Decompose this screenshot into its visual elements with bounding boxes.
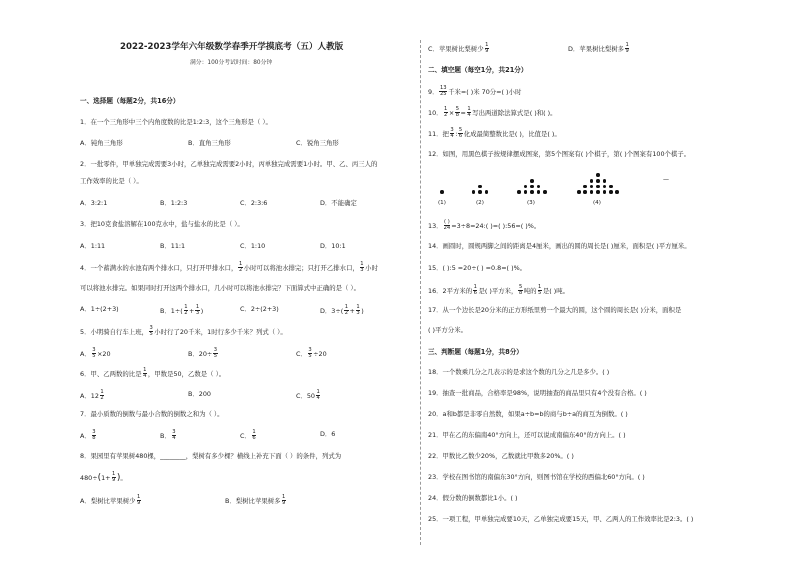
pattern-dot: [583, 185, 587, 189]
q3-option-b[interactable]: B．11:1: [160, 242, 186, 250]
question-12: 12．如图，用黑色棋子按规律摆成图案，第5个图案有( )个棋子，第( )个图案有100个棋子。: [428, 150, 691, 158]
question-16: 16．2平方米的 $\frac{1}{6}$ 是( )平方米， $\frac{5}{8}$ 吨的 $\frac{1}{5}$ 是( )吨。: [428, 284, 570, 297]
section-3-heading: 三、判断题（每题1分，共8分）: [428, 348, 523, 356]
q2-option-b[interactable]: B．1:2:3: [160, 199, 188, 207]
q4-option-b[interactable]: B．1÷( $\frac{1}{2}$ + $\frac{1}{3}$ ): [160, 304, 204, 317]
page-title: 2022-2023学年六年级数学春季开学摸底考（五）人教版: [120, 42, 344, 52]
question-2-line-2: 工作效率的比是（ ）。: [80, 177, 143, 185]
question-14: 14．画圆时，圆规两脚之间的距离是4厘米，画出的圆的周长是( )厘米，面积是( )平方厘米。: [428, 242, 691, 250]
question-4-line-2: 可以将池水排完。如果同时打开这两个排水口，几小时可以将池水排完？下面算式中正确的是（ ）。: [80, 284, 361, 292]
q1-option-c[interactable]: C．锐角三角形: [296, 139, 339, 147]
q5-option-a[interactable]: A． $\frac{3}{5}$ ×20: [80, 347, 111, 360]
question-17-line-1: 17．从一个边长是20分米的正方形纸里剪一个最大的圆，这个圆的周长是( )分米，面积是: [428, 306, 682, 314]
question-10: 10． $\frac{1}{2}$ × $\frac{5}{8}$ = $\frac{1}{4}$ 写出两道除法算式是( )和( )。: [428, 106, 557, 119]
q4-option-d[interactable]: D．3÷( $\frac{1}{2}$ + $\frac{1}{3}$ ): [320, 304, 364, 317]
question-21: 21．甲在乙的东偏南40°方向上，还可以说成南偏东40°的方向上。( ): [428, 431, 626, 439]
figure-label-2: (2): [476, 200, 484, 206]
pattern-dot: [596, 173, 600, 177]
pattern-dot: [530, 185, 534, 189]
pattern-dot: [596, 179, 600, 183]
pattern-dot: [530, 179, 534, 183]
q7-option-d[interactable]: D．6: [320, 430, 336, 438]
q5-option-b[interactable]: B．20÷ $\frac{3}{5}$: [188, 347, 218, 360]
pattern-dot: [517, 190, 521, 194]
q1-option-a[interactable]: A．钝角三角形: [80, 139, 123, 147]
question-25: 25．一项工程，甲单独完成要10天，乙单独完成要15天，甲、乙两人的工作效率比是2:3。( ): [428, 515, 694, 523]
question-19: 19．抽查一批商品，合格率是98%，说明抽查的商品里只有4个没有合格。( ): [428, 389, 647, 397]
pattern-dot: [615, 190, 619, 194]
continuation-dash: —: [663, 176, 669, 183]
question-23: 23．学校在图书馆的南偏东30°方向，则图书馆在学校的西偏北60°方向。( ): [428, 473, 645, 481]
q6-option-c[interactable]: C．50 $\frac{1}{4}$: [296, 389, 320, 402]
pattern-dot: [472, 190, 476, 194]
pattern-dot: [609, 185, 613, 189]
q1-option-b[interactable]: B．直角三角形: [188, 139, 231, 147]
figure-label-1: (1): [438, 200, 446, 206]
figure-label-3: (3): [527, 200, 535, 206]
q3-option-c[interactable]: C．1:10: [240, 242, 266, 250]
q8-option-d[interactable]: D．苹果树比梨树多 $\frac{1}{9}$: [568, 42, 629, 55]
question-8-line-1: 8．果园里有苹果树480棵，________，梨树有多少棵？横线上补充下面（ ）的条件，列式为: [80, 452, 342, 460]
question-24: 24．假分数的倒数都比1小。( ): [428, 494, 518, 502]
q6-option-b[interactable]: B．200: [188, 390, 211, 398]
q5-option-c[interactable]: C． $\frac{3}{5}$ ÷20: [296, 347, 327, 360]
q4-option-a[interactable]: A．1÷(2+3): [80, 305, 119, 313]
question-5: 5．小明骑自行车上班， $\frac{3}{5}$ 小时行了20千米，1时行多少千米？列式（ ）。: [80, 325, 287, 338]
q8-option-b[interactable]: B．梨树比苹果树多 $\frac{1}{9}$: [225, 494, 286, 507]
pattern-dot: [530, 190, 534, 194]
question-6: 6．甲、乙两数的比是 $\frac{1}{4}$ ，甲数是50，乙数是（ ）。: [80, 367, 226, 380]
q7-option-c[interactable]: C． $\frac{1}{6}$: [240, 429, 256, 442]
figure-label-4: (4): [593, 200, 601, 206]
pattern-dot: [596, 190, 600, 194]
pattern-dot: [590, 190, 594, 194]
pattern-dot: [485, 190, 489, 194]
pattern-dot: [537, 185, 541, 189]
fraction: $\frac{1}{3}$: [360, 261, 364, 274]
question-11: 11．把 $\frac{3}{4}$ : $\frac{5}{6}$ 化成最简整数比是( )，比值是( )。: [428, 127, 561, 140]
q3-option-a[interactable]: A．1:11: [80, 242, 106, 250]
q2-option-d[interactable]: D．不能确定: [320, 199, 357, 207]
question-20: 20．a和b都是非零自然数，如果a÷b=b的商与b÷a的商互为倒数。( ): [428, 410, 628, 418]
question-7: 7．最小质数的倒数与最小合数的倒数之和为（ ）。: [80, 410, 224, 418]
pattern-dot: [609, 190, 613, 194]
question-8-line-2: 480÷(1+ $\frac{1}{9}$ )。: [80, 471, 127, 484]
question-3: 3．把10克食盐溶解在100克水中，盐与盐水的比是（ ）。: [80, 220, 244, 228]
column-divider: [420, 40, 421, 545]
question-18: 18．一个数乘几分之几表示的是求这个数的几分之几是多少。( ): [428, 368, 610, 376]
pattern-dot: [524, 190, 528, 194]
pattern-dot: [577, 190, 581, 194]
q7-option-a[interactable]: A． $\frac{3}{8}$: [80, 429, 96, 442]
question-9: 9． $\frac{13}{25}$ 千米=( )米 70分=( )小时: [428, 85, 522, 98]
q8-option-a[interactable]: A．梨树比苹果树少 $\frac{1}{9}$: [80, 494, 141, 507]
question-1: 1．在一个三角形中三个内角度数的比是1:2:3，这个三角形是（ ）。: [80, 118, 272, 126]
q7-option-b[interactable]: B． $\frac{3}{4}$: [160, 429, 176, 442]
section-2-heading: 二、填空题（每空1分，共21分）: [428, 66, 528, 74]
pattern-dot: [590, 185, 594, 189]
question-2-line-1: 2．一批零件，甲单独完成需要3小时，乙单独完成需要2小时，丙单独完成需要1小时。甲、乙、丙三人的: [80, 160, 378, 168]
pattern-dot: [603, 190, 607, 194]
question-22: 22．甲数比乙数少20%，乙数就比甲数多20%。( ): [428, 452, 574, 460]
pattern-dot: [603, 179, 607, 183]
section-1-heading: 一、选择题（每题2分，共16分）: [80, 97, 180, 105]
q3-option-d[interactable]: D．10:1: [320, 242, 346, 250]
pattern-dot: [537, 190, 541, 194]
q2-option-c[interactable]: C．2:3:6: [240, 199, 268, 207]
pattern-dot: [478, 190, 482, 194]
pattern-dot: [583, 190, 587, 194]
dot-pattern-figure: [428, 162, 688, 212]
pattern-dot: [478, 185, 482, 189]
pattern-dot: [603, 185, 607, 189]
pattern-dot: [590, 179, 594, 183]
question-4-line-1: 4．一个蓄满水的水池有两个排水口，只打开甲排水口， $\frac{1}{2}$ 小时可以将池水排完；只打开乙排水口， $\frac{1}{3}$ 小时: [80, 261, 378, 274]
question-13: 13． $\frac{( )}{24}$ =3÷8=24:( )=( ):56=( )%。: [428, 219, 541, 232]
page-subtitle: 满分：100分考试时间：80分钟: [190, 60, 273, 66]
fraction: $\frac{1}{2}$: [238, 261, 243, 274]
q8-option-c[interactable]: C．苹果树比梨树少 $\frac{1}{9}$: [428, 42, 489, 55]
q4-option-c[interactable]: C．2÷(2+3): [240, 305, 279, 313]
q6-option-a[interactable]: A．12 $\frac{1}{2}$: [80, 389, 104, 402]
q2-option-a[interactable]: A．3:2:1: [80, 199, 108, 207]
pattern-dot: [543, 190, 547, 194]
question-15: 15．( ):5 =20÷( ) =0.8=( )%。: [428, 264, 527, 272]
pattern-dot: [524, 185, 528, 189]
question-17-line-2: ( )平方分米。: [428, 326, 467, 334]
pattern-dot: [440, 190, 444, 194]
pattern-dot: [596, 185, 600, 189]
